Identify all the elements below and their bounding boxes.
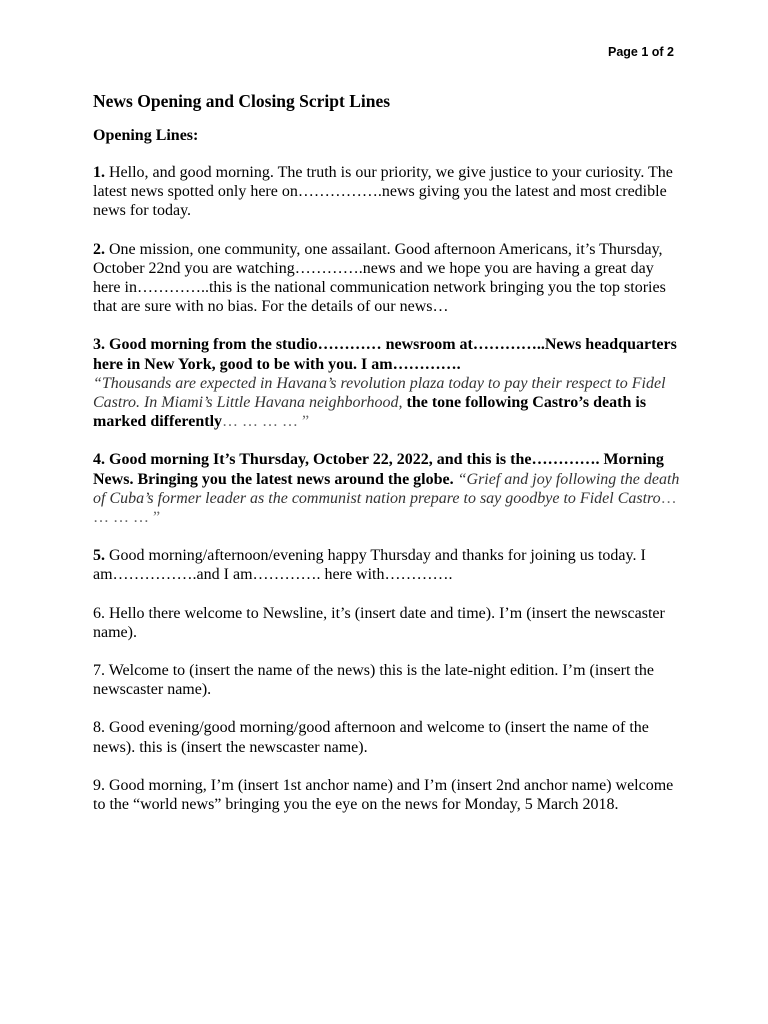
item-text-tail: the tone following Castro’s death is marked differently — [93, 394, 647, 431]
item-ellipsis: … … … … ” — [222, 413, 310, 431]
opening-line-9: 9. Good morning, I’m (insert 1st anchor name) and I’m (insert 2nd anchor name) welcome to the “world news” bringing you the eye on the news for Monday, 5 March 2018. — [93, 776, 674, 814]
section-heading-opening-lines: Opening Lines: — [93, 127, 199, 144]
opening-line-4 — [93, 450, 681, 527]
opening-line-6: 6. Hello there welcome to Newsline, it’s (insert date and time). I’m (insert the newscaster name). — [93, 604, 665, 641]
opening-line-3 — [93, 335, 681, 431]
opening-line-5 — [93, 546, 681, 584]
item-ellipsis: … … … … ” — [93, 489, 677, 527]
item-text: Good morning from the studio………… newsroom at…………..News headquarters here in New York, good to be with you. I am…………. — [93, 336, 677, 373]
item-text: One mission, one community, one assailant. Good afternoon Americans, it’s Thursday, October 22nd you are watching………….news and we hope you are having a great day here in…………..this is the national communication network bringing you the top stories that are sure with no bias. For the details of our news… — [93, 240, 666, 316]
opening-line-2 — [93, 240, 681, 317]
document-title: News Opening and Closing Script Lines — [93, 91, 391, 111]
item-number: 1. — [93, 164, 105, 181]
item-text: Hello, and good morning. The truth is our priority, we give justice to your curiosity. The latest news spotted only here on…………….news giving you the latest and most credible news for today. — [93, 164, 673, 220]
item-number: 3. — [93, 336, 105, 354]
item-quote: “Grief and joy following the death of Cuba’s former leader as the communist nation prepare to say goodbye to Fidel Castro — [93, 470, 680, 507]
item-number: 5. — [93, 547, 105, 565]
page-number: Page 1 of 2 — [608, 45, 674, 59]
opening-line-7: 7. Welcome to (insert the name of the news) this is the late-night edition. I’m (insert the newscaster name). — [93, 662, 654, 699]
document-body — [93, 90, 681, 833]
opening-line-1 — [93, 163, 681, 221]
item-text: Good morning It’s Thursday, October 22, 2022, and this is the…………. Morning News. Bringing you the latest news around the globe. — [93, 451, 664, 488]
item-number: 4. — [93, 451, 105, 469]
item-number: 2. — [93, 240, 105, 258]
opening-line-8: 8. Good evening/good morning/good afternoon and welcome to (insert the name of the news). this is (insert the newscaster name). — [93, 719, 649, 756]
item-text: Good morning/afternoon/evening happy Thursday and thanks for joining us today. I am…………….and I am…………. here with…………. — [93, 547, 646, 584]
item-quote: “Thousands are expected in Havana’s revolution plaza today to pay their respect to Fidel Castro. In Miami’s Little Havana neighborhood, — [93, 374, 666, 412]
